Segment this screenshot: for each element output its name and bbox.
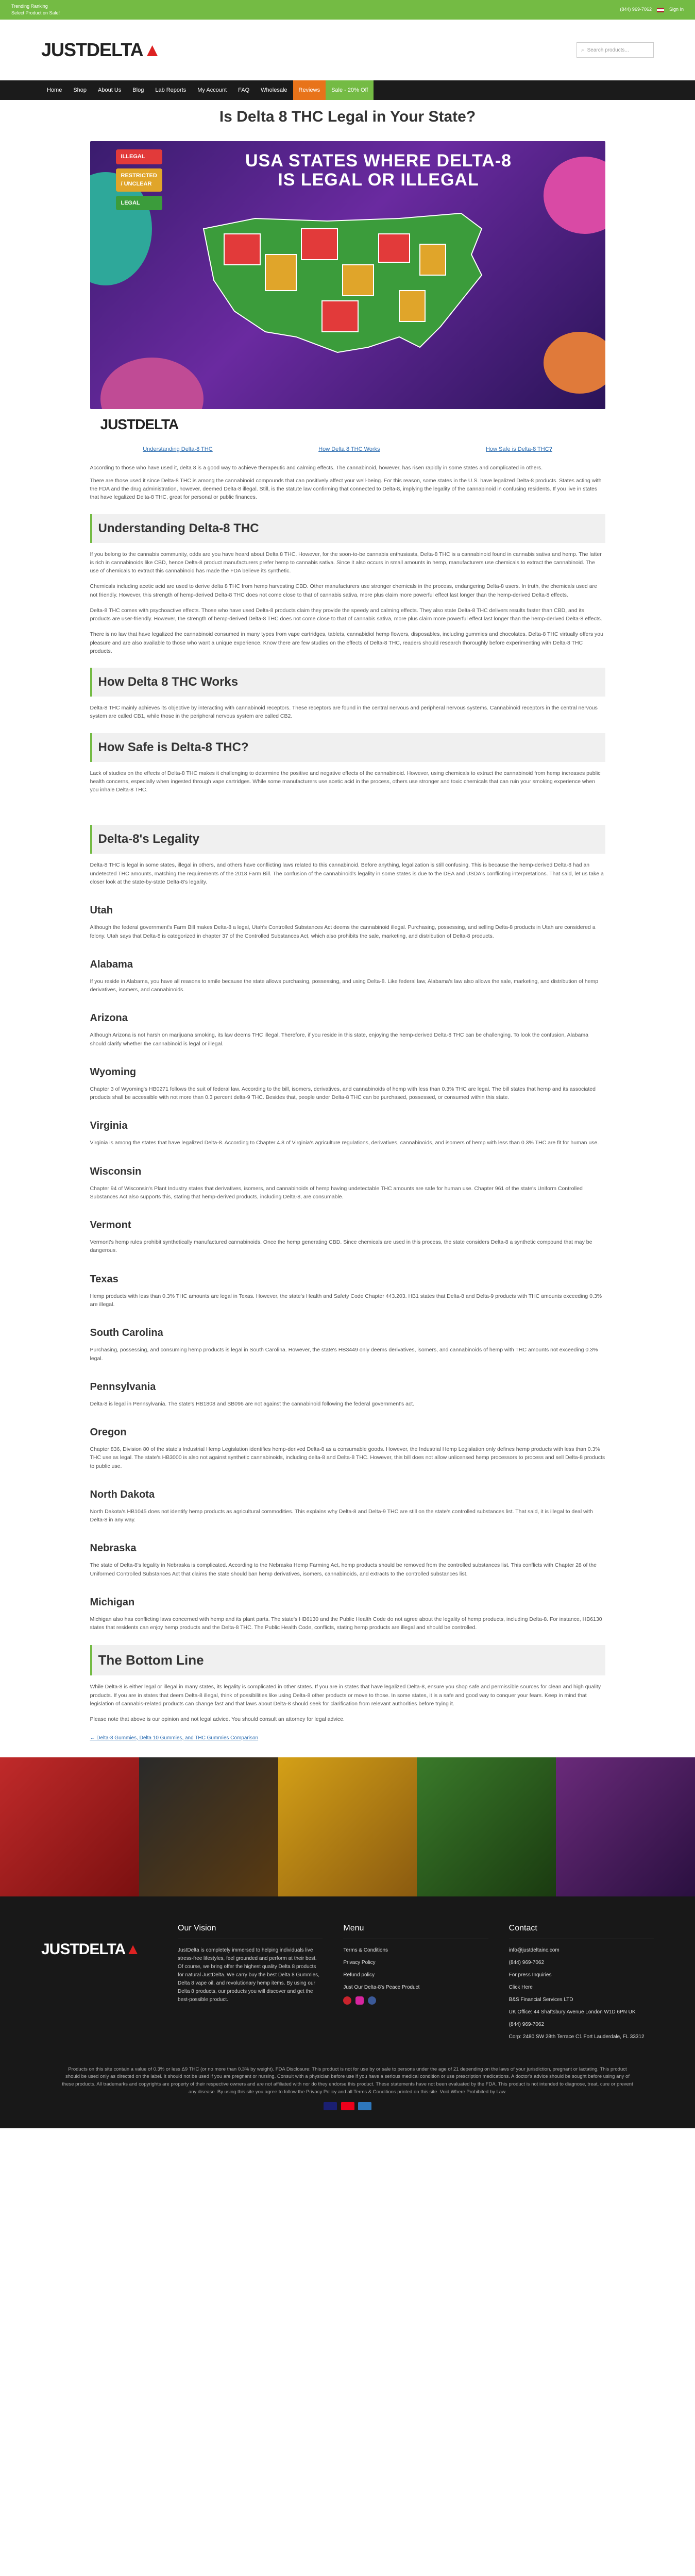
nav-item[interactable]: Blog: [132, 87, 144, 93]
paragraph: Delta-8 THC comes with psychoactive effects. Those who have used Delta-8 products claim they provide the speedy and calming effects. They also state Delta-8 THC delivers results faster than CBD, and its products are user-friendly. However, the strength of hemp-derived Delta-8 THC does not come close to that of cannabis sativa, more plus claim more powerful effect last longer than the hemp-derived Delta-8 effects.: [90, 607, 602, 622]
search-icon: ⌕: [581, 47, 584, 53]
footer-contact-item[interactable]: Click Here: [508, 1984, 533, 1990]
nav-item[interactable]: Home: [47, 87, 62, 93]
state-paragraph: Chapter 3 of Wyoming's HB0271 follows the suit of federal law. According to the bill, isomers, derivatives, and cannabinoids of hemp with less than 0.3% THC are legal. The bill states that hemp and its associated products shall be accessible with not more than 0.3 percent delta-9 THC. Besides that, people under Delta-8 THC can be purchased, possessed, or consumed within this state.: [90, 1086, 596, 1101]
nav-item[interactable]: Lab Reports: [155, 87, 187, 93]
paragraph: If you belong to the cannabis community, odds are you have heard about Delta 8 THC. However, for the soon-to-be cannabis enthusiasts, Delta-8 THC is a cannabinoid found in cannabis sativa and hemp. The latter is rich in cannabinoids like CBD, hence Delta-8 product manufacturers prefer hemp to cannabis sativa. Since it also occurs in small amounts in hemp, manufacturers use chemicals to extract the cannabinoid. The use of chemicals to extract this cannabinoid has made the FDA believe its synthetic.: [90, 551, 602, 574]
state-heading: Nebraska: [90, 1543, 137, 1554]
hero-title: USA STATES WHERE DELTA-8 IS LEGAL OR ILLEGAL: [245, 151, 512, 190]
visa-icon: [324, 2102, 337, 2110]
gallery-image[interactable]: [556, 1757, 695, 1896]
state-heading: Wisconsin: [90, 1165, 142, 1177]
toc-link-understanding[interactable]: Understanding Delta-8 THC: [143, 446, 213, 452]
state-paragraph: North Dakota's HB1045 does not identify hemp products as agricultural commodities. This explains why Delta-8 and Delta-9 THC are still on the state's controlled substances list. That said, it is illegal to deal with Delta-8 in any way.: [90, 1508, 593, 1523]
instagram-icon[interactable]: [355, 1996, 364, 2005]
footer-disclaimer: Products on this site contain a value of 0.3% or less Δ9 THC (or no more than 0.3% by weight). FDA Disclosure: This product is not for use by or sale to persons under the age of 21 depending on the laws of your jurisdiction, pregnant or lactating. This product should be used only as directed on the label. It should not be used if you are pregnant or nursing. Consult with a physician before use if you have a serious medical condition or use prescription medications. A doctor's advice should be sought before using any of these products. All trademarks and copyrights are property of their respective owners and are not affiliated with nor do they endorse this product. These statements have not been evaluated by the FDA. This product is not intended to diagnose, treat, cure or prevent any disease. By using this site you agree to follow the Privacy Policy and all Terms & Conditions printed on this site. Void Where Prohibited by Law.: [62, 2066, 633, 2095]
state-paragraph: The state of Delta-8's legality in Nebraska is complicated. According to the Nebraska Hemp Farming Act, hemp products should be removed from the controlled substances list. This conflicts with Chapter 28 of the Uniformed Controlled Substances Act that claims the state should ban hemp derivatives, isomers, cannabinoids, and extracts to the controlled substances list.: [90, 1562, 597, 1577]
hero-brand: JUSTDELTA: [100, 416, 179, 432]
footer-menu: [343, 1946, 488, 1991]
state-heading: Utah: [90, 905, 113, 917]
state-paragraph: Chapter 94 of Wisconsin's Plant Industry states that derivatives, isomers, and cannabinoids of hemp having undetectable THC amounts are safe for human use. Chapter 961 of the state's Uniform Controlled Substances Act also supports this, stating that hemp-derived products, including Delta-8, are consumable.: [90, 1185, 583, 1200]
paragraph: Please note that above is our opinion and not legal advice. You should consult an attorney for legal advice.: [90, 1716, 345, 1723]
nav-item[interactable]: FAQ: [238, 87, 250, 93]
article: [90, 100, 605, 1742]
state-paragraph: Vermont's hemp rules prohibit synthetically manufactured cannabinoids. Once the hemp generating CBD. Since chemicals are used in this process, the state considers Delta-8 a synthetic compound that may be dangerous.: [90, 1239, 592, 1254]
section-heading-safe: How Safe is Delta-8 THC?: [90, 733, 605, 762]
state-heading: Oregon: [90, 1427, 127, 1438]
nav-item[interactable]: Wholesale: [261, 87, 287, 93]
state-paragraph: Delta-8 is legal in Pennsylvania. The state's HB1808 and SB096 are not against the cannabinoid following the federal government's act.: [90, 1400, 415, 1407]
state-paragraph: Purchasing, possessing, and consuming hemp products is legal in South Carolina. However, the state's HB3449 only deems derivatives, isomers, and cannabinoids of hemp with THC amounts not exceeding 0.3% legal.: [90, 1347, 598, 1362]
amex-icon: [358, 2102, 371, 2110]
previous-post-link[interactable]: ← Delta-8 Gummies, Delta 10 Gummies, and THC Gummies Comparison: [90, 1735, 259, 1741]
footer-contact-item[interactable]: (844) 969-7062: [508, 1959, 545, 1965]
section-heading-understanding: Understanding Delta-8 THC: [90, 514, 605, 543]
facebook-icon[interactable]: [368, 1996, 376, 2005]
top-bar-line2[interactable]: Select Product on Sale!: [11, 10, 60, 15]
search-input[interactable]: ⌕ Search products...: [577, 42, 654, 58]
state-paragraph: If you reside in Alabama, you have all reasons to smile because the state allows purchasing, possessing, and using Delta-8. Like federal law, Alabama's law also allows the sale, marketing, and distribution of hemp derivatives, isomers, and cannabinoids.: [90, 978, 599, 993]
footer-contact-item[interactable]: info@justdeltainc.com: [508, 1947, 560, 1953]
site-footer: [0, 1896, 695, 2129]
section-heading-legality: Delta-8's Legality: [90, 825, 605, 854]
signin-link[interactable]: Sign In: [669, 7, 684, 12]
main-nav: [0, 80, 695, 100]
footer-menu-item[interactable]: Just Our Delta-8's Peace Product: [343, 1984, 420, 1990]
state-heading: South Carolina: [90, 1327, 163, 1339]
footer-menu-heading: Menu: [343, 1922, 488, 1939]
paragraph: Delta-8 THC is legal in some states, illegal in others, and others have conflicting laws related to this cannabinoid. Before anything, legalization is still confusing. This is because the hemp-derived Delta-8 had an undetected THC amounts, matching the requirements of the 2018 Farm Bill. The confusion of the cannabinoid's legality in some states is due to the DEA and USDA's conflicting interpretations. That said, let us take a closer look at the state-by-state Delta-8's legality.: [90, 862, 604, 886]
state-paragraph: Although the federal government's Farm Bill makes Delta-8 a legal, Utah's Controlled Substances Act deems the cannabinoid illegal. Purchasing, possessing, and selling Delta-8 products in Utah are considered a felony. Utah says that Delta-8 is categorized in chapter 37 of the Controlled Substances Act, which also prohibits the sale, marketing, and distribution of Delta-8 products.: [90, 924, 596, 939]
mastercard-icon: [341, 2102, 354, 2110]
toc-link-safe[interactable]: How Safe is Delta-8 THC?: [485, 446, 552, 452]
map-legend: [116, 149, 162, 210]
state-heading: Michigan: [90, 1596, 135, 1608]
footer-contact-item: For press Inquiries: [508, 1972, 552, 1978]
delta-triangle-icon: ▲: [143, 39, 161, 60]
usa-map-icon: [193, 198, 502, 363]
paragraph: Chemicals including acetic acid are used to derive delta 8 THC from hemp harvesting CBD. Other manufacturers use stronger chemicals in the process, endangering Delta-8 users. In truth, the chemicals used are not friendly. However, this strength of hemp-derived Delta-8 THC does not come close to that of cannabis sativa, more plus claim more powerful effect last longer than the hemp-derived Delta-8 effects.: [90, 583, 597, 598]
top-bar: [0, 0, 695, 20]
nav-item[interactable]: Sale - 20% Off: [326, 80, 374, 100]
gallery-image[interactable]: [278, 1757, 417, 1896]
product-gallery: [0, 1757, 695, 1896]
state-heading: Arizona: [90, 1012, 128, 1024]
state-heading: Texas: [90, 1273, 118, 1285]
paragraph: There is no law that have legalized the cannabinoid consumed in many types from vape cartridges, tablets, cannabidiol hemp flowers, disposables, including gummies and chocolates. Delta-8 THC virtually offers you pleasure and are also available to those who want a unique experience. Know there are few studies on the effects of Delta-8 THC, readers should research thoroughly before experimenting with Delta-8 THC products.: [90, 631, 603, 654]
site-header: [0, 20, 695, 80]
footer-contact-item: Corp: 2480 SW 28th Terrace C1 Fort Lauderdale, FL 33312: [508, 2033, 645, 2040]
hero-image: [90, 141, 605, 409]
top-bar-line1[interactable]: Trending Ranking: [11, 4, 48, 9]
delta-triangle-icon: ▲: [125, 1940, 140, 1958]
top-bar-right: [620, 6, 684, 13]
state-paragraph: Hemp products with less than 0.3% THC amounts are legal in Texas. However, the state's Health and Safety Code Chapter 443.203. HB1 states that Delta-8 and Delta-9 products with THC amounts exceeding 0.3% are illegal.: [90, 1293, 602, 1308]
footer-menu-item[interactable]: Refund policy: [343, 1972, 375, 1978]
paragraph: Delta-8 THC mainly achieves its objective by interacting with cannabinoid receptors. These receptors are found in the central nervous and peripheral nervous systems. Cannabinoid receptors in the central nervous system are called CB1, while those in the peripheral nervous system are called CB2.: [90, 705, 598, 720]
section-heading-works: How Delta 8 THC Works: [90, 668, 605, 697]
state-heading: Vermont: [90, 1219, 131, 1231]
footer-menu-item[interactable]: Terms & Conditions: [343, 1947, 388, 1953]
footer-contact: [509, 1946, 654, 2041]
nav-item[interactable]: About Us: [98, 87, 122, 93]
state-heading: Wyoming: [90, 1066, 137, 1078]
state-paragraph: Chapter 836, Division 80 of the state's Industrial Hemp Legislation identifies hemp-derived Delta-8 as a consumable goods. However, the Industrial Hemp Legislation only defines hemp products with less than 0.3% THC use as legal. The state's HB3000 is also not against synthetic cannabinoids, including delta-8 and Delta-8 THC. However, this bill does not allow unlicensed hemp processors to process and sell Delta-8 products to public use.: [90, 1446, 605, 1469]
footer-vision-text: JustDelta is completely immersed to helping individuals live stress-free lifestyles, feel grounded and perform at their best. Of course, we bring offer the highest quality Delta 8 products for natural JustDelta. We carry buy the best Delta 8 Gummies, Delta 8 vape oil, and revolutionary hemp items. By using our Delta 8 products, our products you will discover and get the best-possible product.: [178, 1947, 319, 2003]
top-bar-left: [11, 3, 60, 16]
footer-contact-item: UK Office: 44 Shaftsbury Avenue London W1D 6PN UK: [508, 2009, 636, 2015]
gallery-image[interactable]: [139, 1757, 278, 1896]
state-heading: Virginia: [90, 1120, 128, 1132]
us-flag-icon[interactable]: [657, 8, 664, 12]
states-list: [90, 903, 605, 1632]
paragraph: While Delta-8 is either legal or illegal in many states, its legality is complicated in other states. If you are in states that have legalized Delta-8, ensure you shop safe and permissible sources for clean and high quality products. If you are in states that deem Delta-8 illegal, think of possibilities like using Delta-8 other products or move to those. In some states, it is a safe and good way to conquer your fears. Keep in mind that legislation of cannabis-related products can change fast and that laws about Delta-8 should seek for clarification from relevant authorities before trying it.: [90, 1684, 601, 1707]
footer-contact-item: B&S Financial Services LTD: [508, 1996, 573, 2003]
intro-paragraph-2: There are those used it since Delta-8 THC is among the cannabinoid compounds that can positively affect your well-being. For this reason, some states in the U.S. have legalized Delta-8 products. States acting with the FDA and the drug administration, however, deemed Delta-8 illegal. Still, is the statute law confirming that connected to Delta-8, implying the legality of the cannabinoid in confusing residents. If you live in states that have legalized Delta-8 THC, great for personal or public finances.: [90, 478, 602, 500]
state-heading: Alabama: [90, 958, 133, 970]
state-heading: North Dakota: [90, 1488, 155, 1500]
toc-link-works[interactable]: How Delta 8 THC Works: [318, 446, 380, 452]
payment-icons: [41, 2102, 654, 2113]
footer-vision-heading: Our Vision: [178, 1922, 323, 1939]
state-heading: Pennsylvania: [90, 1381, 156, 1393]
nav-item[interactable]: Reviews: [293, 80, 326, 100]
legend-legal: LEGAL: [116, 196, 162, 211]
table-of-contents: [90, 440, 605, 459]
paragraph: Lack of studies on the effects of Delta-8 THC makes it challenging to determine the positive and negative effects of the cannabinoid. However, using chemicals to extract the cannabinoid from hemp increases public health concerns, especially when ingested through vape cartridges. While some manufacturers use acetic acid in the process, others use stronger and toxic chemicals that can ruin your smoking experience when you inhale Delta-8 THC.: [90, 770, 601, 793]
gallery-image[interactable]: [417, 1757, 556, 1896]
phone-link[interactable]: (844) 969-7062: [620, 7, 652, 12]
site-logo[interactable]: JUSTDELTA▲: [41, 39, 161, 60]
nav-item[interactable]: Shop: [73, 87, 87, 93]
footer-contact-item[interactable]: (844) 969-7062: [508, 2021, 545, 2027]
state-paragraph: Although Arizona is not harsh on marijuana smoking, its law deems THC illegal. Therefore, if you reside in this state, enjoying the hemp-derived Delta-8 THC can be challenging. To look the confusion, Alabama should clarify whether the cannabinoid is legal or illegal.: [90, 1032, 589, 1047]
social-icons: [343, 1996, 488, 2005]
legend-restricted: RESTRICTED / UNCLEAR: [116, 168, 162, 192]
footer-logo[interactable]: JUSTDELTA▲: [41, 1940, 140, 1958]
pinterest-icon[interactable]: [343, 1996, 351, 2005]
legend-illegal: ILLEGAL: [116, 149, 162, 164]
state-paragraph: Michigan also has conflicting laws concerned with hemp and its plant parts. The state's HB6130 and the Public Health Code do not agree about the legality of hemp products, including Delta-8. For instance, HB6130 states that residents can enjoy hemp products and the Delta-8 THC. The Public Health Code, conflicts, stating hemp products are illegal and should be controlled.: [90, 1616, 602, 1631]
footer-contact-heading: Contact: [509, 1922, 654, 1939]
nav-item[interactable]: My Account: [197, 87, 227, 93]
gallery-image[interactable]: [0, 1757, 139, 1896]
intro-paragraph-1: According to those who have used it, delta 8 is a good way to achieve therapeutic and calming effects. The cannabinoid, however, has risen rapidly in some states and complicated in others.: [90, 464, 543, 471]
state-paragraph: Virginia is among the states that have legalized Delta-8. According to Chapter 4.8 of Virginia's agriculture regulations, derivatives, cannabinoids, and isomers of hemp with less than 0.3% THC are fit for human use.: [90, 1140, 599, 1146]
page-title: Is Delta 8 THC Legal in Your State?: [219, 108, 476, 125]
footer-menu-item[interactable]: Privacy Policy: [343, 1959, 376, 1965]
section-heading-bottom-line: The Bottom Line: [90, 1645, 605, 1675]
